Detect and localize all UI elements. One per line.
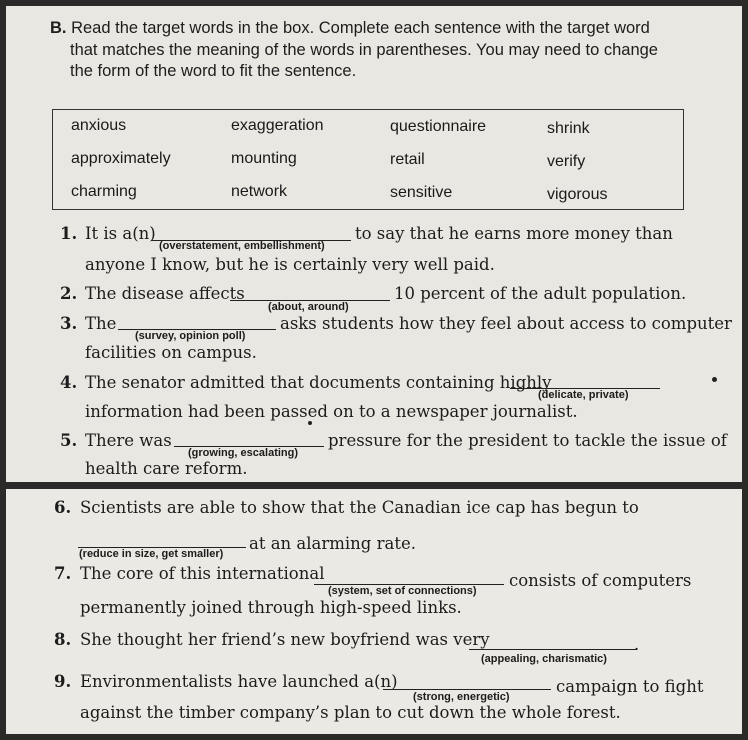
word-exaggeration: exaggeration [231,117,324,134]
sentence-9-continuation: against the timber company’s plan to cut down the whole forest. [80,703,621,722]
sentence-7-text-after: consists of computers [509,571,692,590]
sentence-1-continuation: anyone I know, but he is certainly very well paid. [85,255,495,274]
sentence-5-continuation: health care reform. [85,459,248,478]
word-questionnaire: questionnaire [390,118,487,135]
sentence-7-number: 7. [54,564,72,583]
sentence-8-number: 8. [54,630,72,649]
word-approximately: approximately [71,150,171,167]
page-photo-bottom [6,489,742,734]
instruction-line-2: that matches the meaning of the words in parentheses. You may need to change [70,40,658,59]
sentence-2-text-after: 10 percent of the adult population. [394,284,687,303]
sentence-9-hint: (strong, energetic) [413,691,510,703]
page-photo-top [6,6,742,482]
word-anxious: anxious [71,117,127,134]
sentence-9-blank [383,689,551,690]
sentence-3-continuation: facilities on campus. [85,343,257,362]
sentence-1-number: 1. [60,224,78,243]
sentence-9-number: 9. [54,672,72,691]
section-label: B. [50,19,67,37]
sentence-4-hint: (delicate, private) [538,389,629,401]
word-mounting: mounting [231,150,297,167]
sentence-2-number: 2. [60,284,78,303]
sentence-6-text: Scientists are able to show that the Canadian ice cap has begun to [80,498,639,517]
sentence-8-blank [469,649,637,650]
ink-dot [712,377,717,382]
sentence-8-period: . [634,635,640,654]
instructions [50,18,690,83]
sentence-7-text: The core of this international [80,564,325,583]
sentence-6-continuation: at an alarming rate. [249,534,416,553]
sentence-5-hint: (growing, escalating) [188,447,299,459]
sentence-7-continuation: permanently joined through high-speed links. [80,598,462,617]
word-verify: verify [547,153,586,170]
sentence-6-number: 6. [54,498,72,517]
sentence-9-text-after: campaign to fight [556,677,704,696]
sentence-3-number: 3. [60,314,78,333]
sentence-3-hint: (survey, opinion poll) [135,330,246,342]
word-sensitive: sensitive [390,184,453,201]
instruction-line-1: Read the target words in the box. Complete each sentence with the target word [71,19,650,37]
sentence-7-hint: (system, set of connections) [328,585,477,597]
sentence-8-text: She thought her friend’s new boyfriend was very [80,630,490,649]
word-shrink: shrink [547,120,590,137]
ink-dot-small [308,421,312,425]
sentence-3-text: The [85,314,117,333]
word-retail: retail [390,151,425,168]
instruction-line-3: the form of the word to fit the sentence. [70,62,357,80]
sentence-1-text-after: to say that he earns more money than [355,224,673,243]
sentence-4-text: The senator admitted that documents containing highly [85,373,552,392]
word-network: network [231,183,288,200]
sentence-8-hint: (appealing, charismatic) [481,653,607,665]
sentence-9-text: Environmentalists have launched a(n) [80,672,398,691]
sentence-4-number: 4. [60,373,78,392]
word-box [52,109,684,210]
word-charming: charming [71,183,137,200]
sentence-1-text: It is a(n) [85,224,156,243]
sentence-4-continuation: information had been passed on to a newspaper journalist. [85,402,578,421]
sentence-6-hint: (reduce in size, get smaller) [79,548,224,560]
sentence-5-number: 5. [60,431,78,450]
sentence-5-text-after: pressure for the president to tackle the issue of [328,431,727,450]
sentence-2-hint: (about, around) [268,301,349,313]
sentence-3-text-after: asks students how they feel about access to computer [280,314,732,333]
sentence-5-text: There was [85,431,172,450]
sentence-2-text: The disease affects [85,284,245,303]
sentence-1-hint: (overstatement, embellishment) [159,240,325,252]
word-vigorous: vigorous [547,186,608,203]
